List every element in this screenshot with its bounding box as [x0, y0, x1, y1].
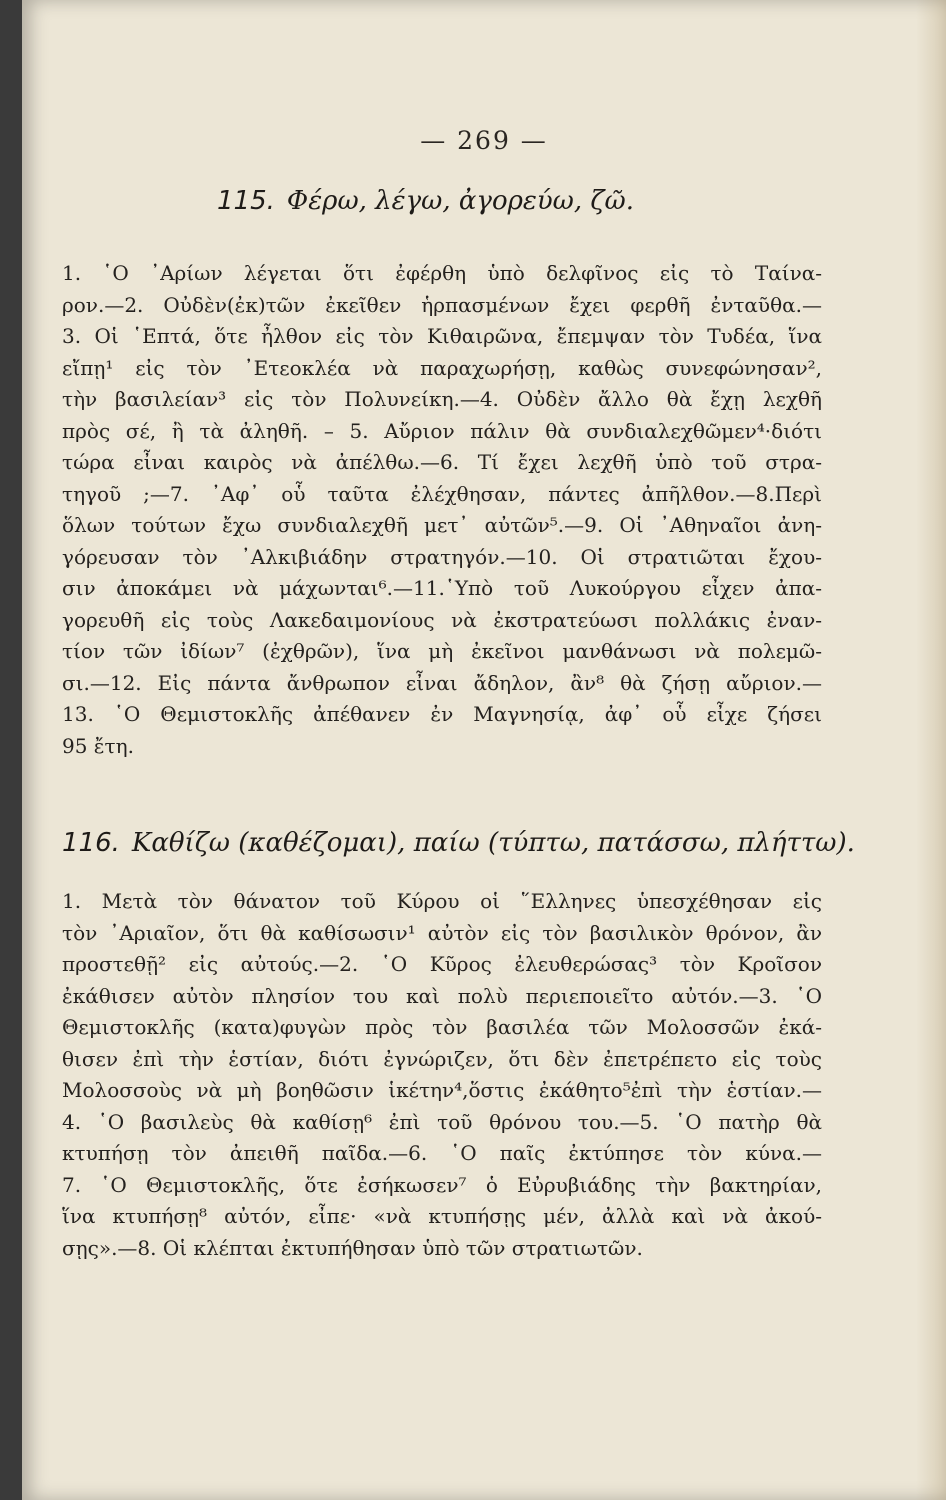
text-line: τὸν ᾿Αριαῖον, ὅτι θὰ καθίσωσιν¹ αὐτὸν εἰς τὸν βασιλικὸν θρόνον, ἂν: [62, 920, 822, 945]
text-line: τίον τῶν ἰδίων⁷ (ἐχθρῶν), ἵνα μὴ ἐκεῖνοι μανθάνωσι νὰ πολεμῶ-: [62, 639, 822, 663]
page-edge: [916, 0, 946, 1500]
text-line: θισεν ἐπὶ τὴν ἑστίαν, διότι ἐγνώριζεν, ὅτι δὲν ἐπετρέπετο εἰς τοὺς: [62, 1046, 822, 1071]
section-116-heading: [62, 828, 855, 858]
text-line: Θεμιστοκλῆς (κατα)φυγὼν πρὸς τὸν βασιλέα τῶν Μολοσσῶν ἐκά-: [62, 1015, 822, 1039]
text-line: ἵνα κτυπήσῃ⁸ αὐτόν, εἶπε· «νὰ κτυπήσῃς μέν, ἀλλὰ καὶ νὰ ἀκού-: [62, 1204, 822, 1228]
text-line: 3. Οἱ ῾Επτά, ὅτε ἦλθον εἰς τὸν Κιθαιρῶνα, ἔπεμψαν τὸν Τυδέα, ἵνα: [62, 324, 822, 348]
text-line: 1. ῾Ο ᾿Αρίων λέγεται ὅτι ἐφέρθη ὑπὸ δελφῖνος εἰς τὸ Ταίνα-: [62, 261, 822, 285]
section-115-text: [62, 258, 822, 762]
text-line: 1. Μετὰ τὸν θάνατον τοῦ Κύρου οἱ ῞Ελληνες ὑπεσχέθησαν εἰς: [62, 889, 822, 913]
text-line: Μολοσσοὺς νὰ μὴ βοηθῶσιν ἱκέτην⁴,ὅστις ἐκάθητο⁵ἐπὶ τὴν ἑστίαν.—: [62, 1078, 822, 1102]
section-116-text: [62, 886, 822, 1264]
text-line: σιν ἀποκάμει νὰ μάχωνται⁶.—11.῾Υπὸ τοῦ Λυκούργου εἶχεν ἀπα-: [62, 576, 822, 600]
text-line: ἐκάθισεν αὐτὸν πλησίον του καὶ πολὺ περιεποιεῖτο αὐτόν.—3. ῾Ο: [62, 983, 822, 1008]
text-line: 13. ῾Ο Θεμιστοκλῆς ἀπέθανεν ἐν Μαγνησίᾳ, ἀφ᾿ οὗ εἶχε ζήσει: [62, 702, 822, 726]
text-line: προστεθῇ² εἰς αὐτούς.—2. ῾Ο Κῦρος ἐλευθερώσας³ τὸν Κροῖσον: [62, 952, 822, 976]
text-line: σι.—12. Εἰς πάντα ἄνθρωπον εἶναι ἄδηλον, ἂν⁸ θὰ ζήσῃ αὔριον.—: [62, 670, 822, 695]
section-116-title: Καθίζω (καθέζομαι), παίω (τύπτω, πατάσσω, πλήττω).: [131, 828, 855, 858]
text-line: κτυπήσῃ τὸν ἀπειθῆ παῖδα.—6. ῾Ο παῖς ἐκτύπησε τὸν κύνα.—: [62, 1141, 822, 1165]
section-116-number: 116.: [62, 828, 120, 858]
text-line: ρον.—2. Οὐδὲν(ἐκ)τῶν ἐκεῖθεν ἡρπασμένων ἔχει φερθῆ ἐνταῦθα.—: [62, 292, 822, 317]
text-line: γορευθῆ εἰς τοὺς Λακεδαιμονίους νὰ ἐκστρατεύωσι πολλάκις ἐναν-: [62, 607, 822, 632]
page-number: — 269 —: [420, 126, 548, 155]
text-line: τώρα εἶναι καιρὸς νὰ ἀπέλθω.—6. Τί ἔχει λεχθῆ ὑπὸ τοῦ στρα-: [62, 450, 822, 474]
text-line: ὅλων τούτων ἔχω συνδιαλεχθῆ μετ᾿ αὐτῶν⁵.—9. Οἱ ᾿Αθηναῖοι ἀνη-: [62, 513, 822, 537]
text-line: τηγοῦ ;—7. ᾿Αφ᾿ οὗ ταῦτα ἐλέχθησαν, πάντες ἀπῆλθον.—8.Περὶ: [62, 481, 822, 506]
text-line: 7. ῾Ο Θεμιστοκλῆς, ὅτε ἐσήκωσεν⁷ ὁ Εὐρυβιάδης τὴν βακτηρίαν,: [62, 1172, 822, 1197]
text-line: γόρευσαν τὸν ᾿Αλκιβιάδην στρατηγόν.—10. Οἱ στρατιῶται ἔχου-: [62, 544, 822, 569]
section-115-title: Φέρω, λέγω, ἀγορεύω, ζῶ.: [286, 186, 634, 216]
text-line: εἴπῃ¹ εἰς τὸν ᾿Ετεοκλέα νὰ παραχωρήσῃ, καθὼς συνεφώνησαν²,: [62, 355, 822, 380]
text-line: σῃς».—8. Οἱ κλέπται ἐκτυπήθησαν ὑπὸ τῶν στρατιωτῶν.: [62, 1235, 643, 1260]
text-line: 4. ῾Ο βασιλεὺς θὰ καθίσῃ⁶ ἐπὶ τοῦ θρόνου του.—5. ῾Ο πατὴρ θὰ: [62, 1109, 822, 1134]
text-line: τὴν βασιλείαν³ εἰς τὸν Πολυνείκη.—4. Οὐδὲν ἄλλο θὰ ἔχῃ λεχθῆ: [62, 387, 822, 411]
section-115-number: 115.: [217, 186, 275, 216]
section-115-heading: [217, 186, 634, 216]
text-line: πρὸς σέ, ἢ τὰ ἀληθῆ. – 5. Αὔριον πάλιν θὰ συνδιαλεχθῶμεν⁴·διότι: [62, 418, 822, 443]
text-line: 95 ἔτη.: [62, 733, 134, 758]
book-page: [22, 0, 946, 1500]
